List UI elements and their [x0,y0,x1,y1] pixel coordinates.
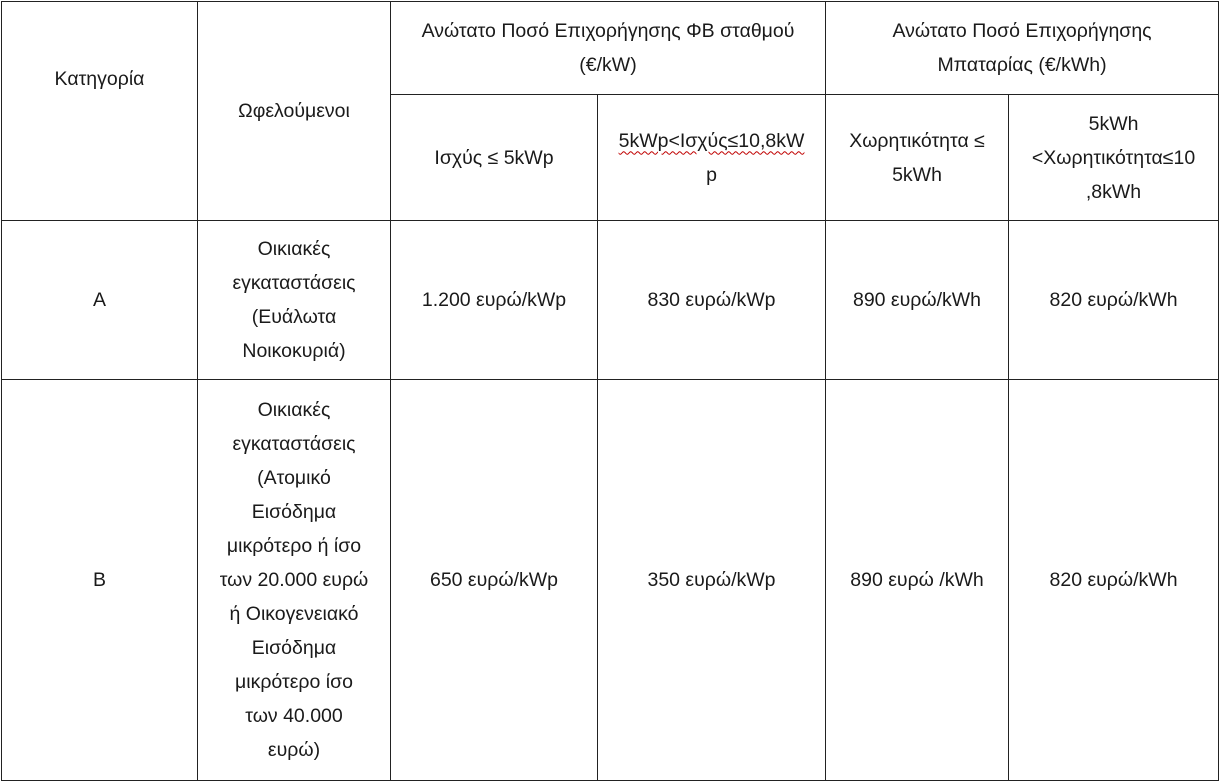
header-category: Κατηγορία [2,2,198,221]
header-battery-cap-le-5-line2: 5kWh [892,163,942,186]
header-battery-cap-le-5-line1: Χωρητικότητα ≤ [849,129,985,152]
row-b-beneficiaries-line: Εισόδημα [251,501,337,523]
row-b-beneficiaries-line: των 40.000 [245,705,343,727]
row-b-pv-2: 350 ευρώ/kWp [598,380,826,781]
header-battery-cap-5-10-line1: 5kWh [1088,112,1139,135]
row-b-battery-1: 890 ευρώ /kWh [826,380,1009,781]
row-b-pv-1: 650 ευρώ/kWp [391,380,598,781]
header-beneficiaries: Ωφελούμενοι [198,2,391,221]
header-pv-power-le-5: Ισχύς ≤ 5kWp [391,95,598,221]
row-a-pv-1: 1.200 ευρώ/kWp [391,221,598,380]
header-row-1 [2,2,1219,95]
header-pv-power-5-10-line2: p [706,163,717,186]
row-a-battery-2: 820 ευρώ/kWh [1009,221,1219,380]
header-pv-group-line2: (€/kW) [579,54,637,76]
row-b-beneficiaries-line: Εισόδημα [251,637,337,659]
row-a-pv-2: 830 ευρώ/kWp [598,221,826,380]
header-battery-cap-5-10 [1009,95,1219,221]
row-b-beneficiaries-line: ή Οικογενειακό [229,603,359,625]
row-a-beneficiaries-line: (Ευάλωτα [251,306,337,328]
row-a-beneficiaries-line: εγκαταστάσεις [232,272,356,294]
row-a-category: Α [2,221,198,380]
row-b-beneficiaries-line: (Ατομικό [257,467,331,489]
row-b-beneficiaries-line: μικρότερο ή ίσο [226,535,362,557]
row-b-beneficiaries-line: εγκαταστάσεις [232,433,356,455]
row-b-category: Β [2,380,198,781]
header-battery-cap-5-10-line3: ,8kWh [1085,180,1142,203]
header-pv-power-5-10 [598,95,826,221]
header-pv-group-line1: Ανώτατο Ποσό Επιχορήγησης ΦΒ σταθμού [421,20,795,42]
row-b-beneficiaries-line: των 20.000 ευρώ [219,569,369,591]
row-a-beneficiaries-line: Νοικοκυριά) [242,340,346,362]
row-b-beneficiaries-line: μικρότερο ίσο [235,671,353,693]
subsidy-table [1,1,1219,781]
header-battery-cap-le-5 [826,95,1009,221]
table-row [2,380,1219,781]
row-b-beneficiaries [198,380,391,781]
row-b-beneficiaries-line: Οικιακές [257,399,331,421]
header-pv-group [391,2,826,95]
header-battery-cap-5-10-line2: <Χωρητικότητα≤10 [1031,146,1196,169]
row-b-beneficiaries-line: ευρώ) [267,739,321,761]
table-row [2,221,1219,380]
header-battery-group-line2: Μπαταρίας (€/kWh) [937,54,1107,76]
header-battery-group-line1: Ανώτατο Ποσό Επιχορήγησης [892,20,1152,42]
row-a-beneficiaries [198,221,391,380]
row-a-beneficiaries-line: Οικιακές [257,238,331,260]
header-battery-group [826,2,1219,95]
row-a-battery-1: 890 ευρώ/kWh [826,221,1009,380]
header-pv-power-5-10-line1: 5kWp<Ισχύς≤10,8kW [618,129,805,152]
row-b-battery-2: 820 ευρώ/kWh [1009,380,1219,781]
